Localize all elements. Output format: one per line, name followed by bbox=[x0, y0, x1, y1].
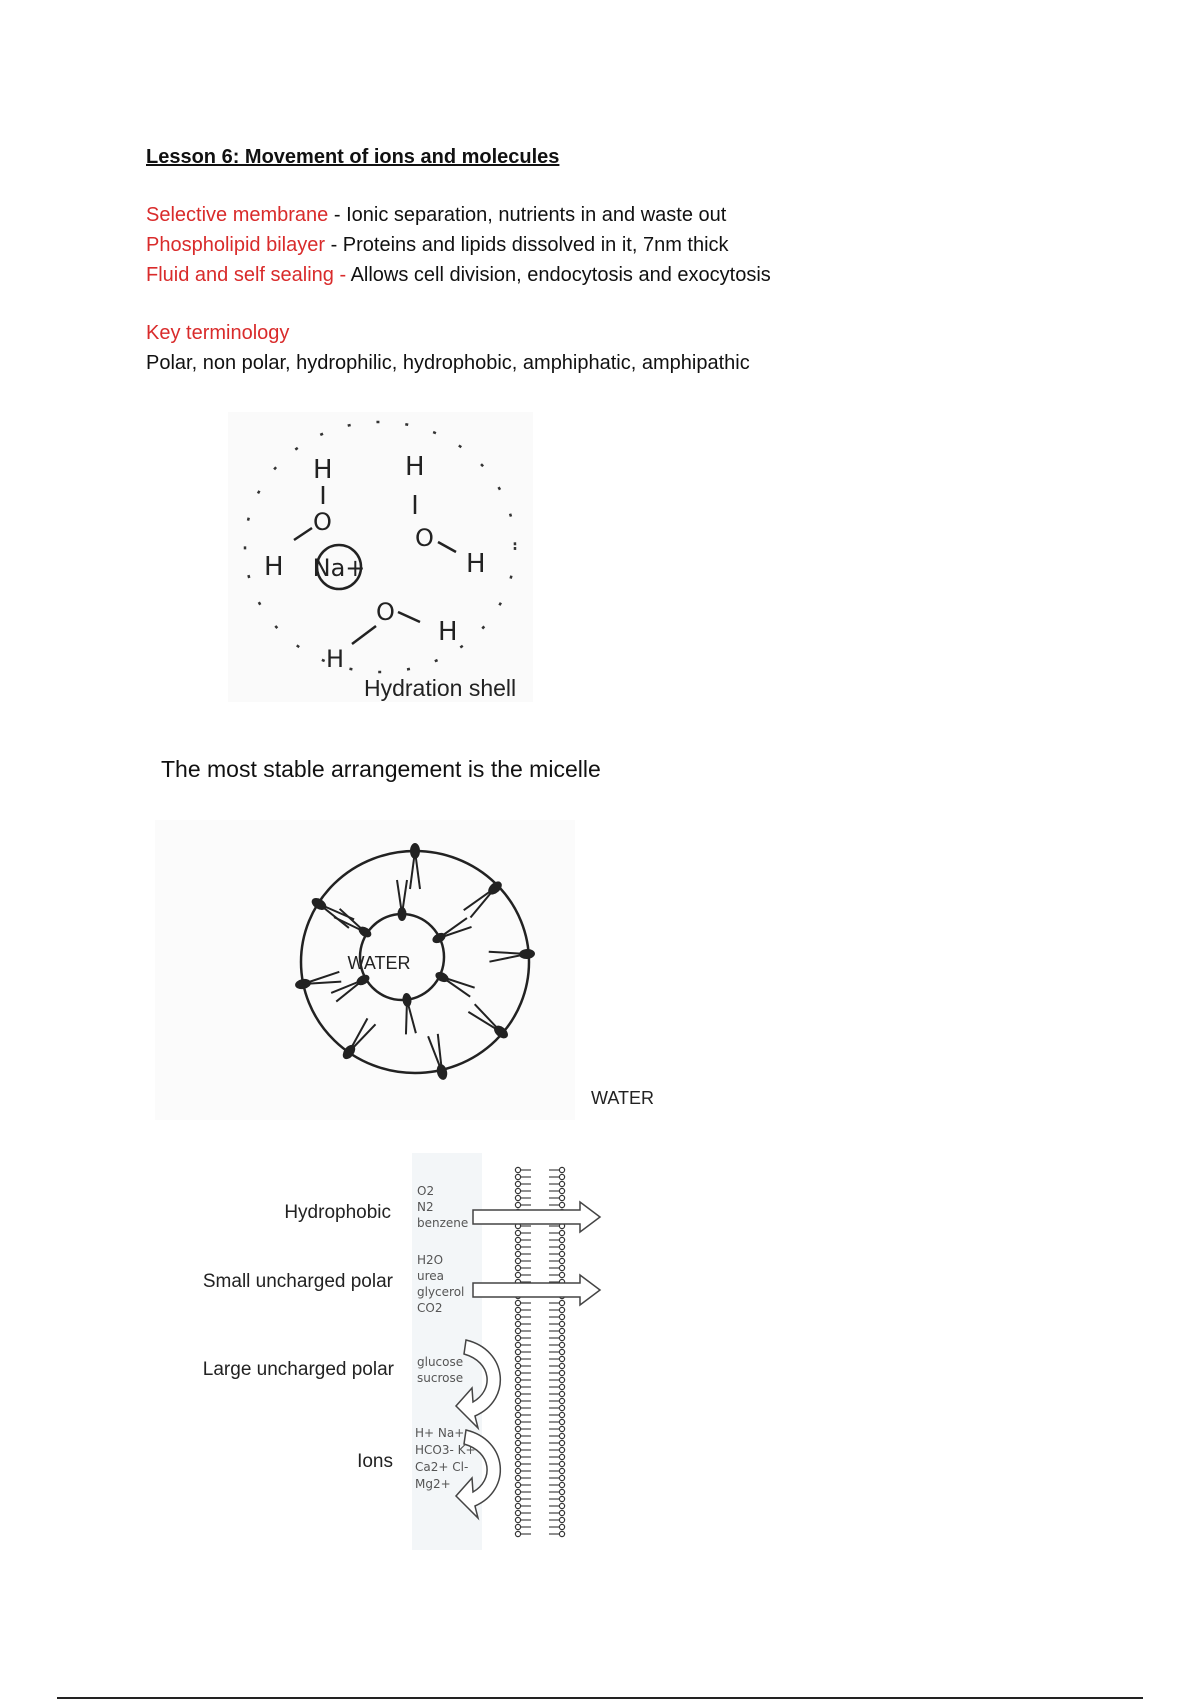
sodium-ion-label: Na+ bbox=[312, 554, 366, 582]
phospholipid-head bbox=[559, 1503, 564, 1508]
phospholipid-head bbox=[559, 1398, 564, 1403]
phospholipid-head bbox=[515, 1349, 520, 1354]
phospholipid-head bbox=[559, 1237, 564, 1242]
phospholipid-head bbox=[559, 1475, 564, 1480]
hydrogen-atom: H bbox=[264, 552, 284, 582]
phospholipid-head bbox=[515, 1461, 520, 1466]
definition-term: Fluid and self sealing - bbox=[146, 264, 347, 286]
molecule-label: glycerol bbox=[417, 1285, 465, 1299]
phospholipid-head bbox=[559, 1314, 564, 1319]
phospholipid-head bbox=[559, 1377, 564, 1382]
definition-fluid-self-sealing bbox=[146, 264, 771, 287]
hydrogen-atom: H bbox=[313, 455, 333, 485]
phospholipid-head bbox=[515, 1314, 520, 1319]
molecule-label: H+ Na+ bbox=[415, 1426, 465, 1440]
phospholipid-head bbox=[559, 1370, 564, 1375]
hydrogen-atom: H bbox=[326, 645, 345, 673]
row-label-ions: Ions bbox=[357, 1451, 393, 1472]
terminology-heading: Key terminology bbox=[146, 322, 290, 344]
phospholipid-head bbox=[515, 1335, 520, 1340]
phospholipid-head bbox=[515, 1181, 520, 1186]
micelle-inner-water-label: WATER bbox=[347, 953, 411, 973]
phospholipid-head bbox=[559, 1391, 564, 1396]
phospholipid-head bbox=[515, 1370, 520, 1375]
oxygen-atom: O bbox=[376, 598, 395, 626]
row-label-hydrophobic: Hydrophobic bbox=[284, 1202, 391, 1223]
definition-separator: - bbox=[325, 234, 343, 256]
phospholipid-head bbox=[559, 1181, 564, 1186]
pass-through-arrow bbox=[473, 1202, 600, 1232]
phospholipid-head bbox=[515, 1272, 520, 1277]
phospholipid-head bbox=[515, 1251, 520, 1256]
phospholipid-head bbox=[515, 1167, 520, 1172]
hydration-shell-caption: Hydration shell bbox=[364, 675, 517, 701]
phospholipid-head bbox=[559, 1202, 564, 1207]
phospholipid-head bbox=[559, 1342, 564, 1347]
phospholipid-head bbox=[515, 1391, 520, 1396]
phospholipid-head bbox=[515, 1258, 520, 1263]
phospholipid-head bbox=[559, 1419, 564, 1424]
phospholipid-head bbox=[559, 1433, 564, 1438]
phospholipid-head bbox=[515, 1482, 520, 1487]
phospholipid-head bbox=[559, 1258, 564, 1263]
phospholipid-head bbox=[515, 1517, 520, 1522]
phospholipid-head bbox=[559, 1517, 564, 1522]
molecule-label: CO2 bbox=[417, 1301, 443, 1315]
phospholipid-head bbox=[515, 1202, 520, 1207]
phospholipid-head bbox=[515, 1300, 520, 1305]
terminology-list: Polar, non polar, hydrophilic, hydrophobic, amphiphatic, amphipathic bbox=[146, 352, 750, 374]
molecule-label: HCO3- K+ bbox=[415, 1443, 476, 1457]
row-label-large-uncharged-polar: Large uncharged polar bbox=[202, 1359, 394, 1380]
molecule-label: N2 bbox=[417, 1200, 434, 1214]
phospholipid-head bbox=[559, 1307, 564, 1312]
phospholipid-head bbox=[515, 1433, 520, 1438]
phospholipid-head bbox=[559, 1167, 564, 1172]
phospholipid-head bbox=[559, 1363, 564, 1368]
phospholipid-head bbox=[559, 1489, 564, 1494]
phospholipid-head bbox=[515, 1468, 520, 1473]
phospholipid-head bbox=[515, 1412, 520, 1417]
phospholipid-head bbox=[559, 1328, 564, 1333]
phospholipid-head bbox=[559, 1468, 564, 1473]
phospholipid-head bbox=[515, 1328, 520, 1333]
phospholipid-head bbox=[559, 1251, 564, 1256]
phospholipid-head bbox=[515, 1489, 520, 1494]
molecule-label: H2O bbox=[417, 1253, 444, 1267]
definition-term: Phospholipid bilayer bbox=[146, 234, 326, 256]
phospholipid-head bbox=[515, 1405, 520, 1410]
definition-text: Proteins and lipids dissolved in it, 7nm thick bbox=[342, 234, 729, 256]
membrane-permeability-diagram bbox=[160, 1140, 630, 1550]
footer-divider bbox=[57, 1697, 1143, 1699]
phospholipid-head bbox=[559, 1454, 564, 1459]
phospholipid-head bbox=[515, 1377, 520, 1382]
phospholipid-head bbox=[559, 1482, 564, 1487]
definition-term: Selective membrane bbox=[146, 204, 329, 226]
phospholipid-head bbox=[559, 1272, 564, 1277]
phospholipid-head bbox=[515, 1426, 520, 1431]
phospholipid-head bbox=[515, 1195, 520, 1200]
phospholipid-head bbox=[515, 1447, 520, 1452]
phospholipid-head bbox=[515, 1475, 520, 1480]
micelle-statement: The most stable arrangement is the micelle bbox=[161, 756, 601, 782]
phospholipid-head bbox=[515, 1419, 520, 1424]
phospholipid-head bbox=[515, 1174, 520, 1179]
page-title: Lesson 6: Movement of ions and molecules bbox=[146, 146, 560, 168]
phospholipid-head bbox=[515, 1265, 520, 1270]
oxygen-atom: O bbox=[313, 508, 332, 536]
phospholipid-head bbox=[515, 1524, 520, 1529]
phospholipid-head bbox=[515, 1188, 520, 1193]
phospholipid-head bbox=[559, 1356, 564, 1361]
phospholipid-head bbox=[515, 1307, 520, 1312]
micelle-outer-water-label: WATER bbox=[591, 1088, 654, 1108]
molecule-label: sucrose bbox=[417, 1371, 464, 1385]
phospholipid-head bbox=[515, 1531, 520, 1536]
pass-through-arrow bbox=[473, 1275, 600, 1305]
phospholipid-head bbox=[559, 1265, 564, 1270]
phospholipid-head bbox=[515, 1398, 520, 1403]
hydration-shell-diagram bbox=[228, 412, 558, 712]
phospholipid-head bbox=[515, 1356, 520, 1361]
hydrogen-atom: H bbox=[438, 617, 458, 647]
molecule-label: benzene bbox=[417, 1216, 469, 1230]
phospholipid-head bbox=[515, 1454, 520, 1459]
phospholipid-head bbox=[515, 1230, 520, 1235]
phospholipid-head bbox=[559, 1461, 564, 1466]
phospholipid-head bbox=[559, 1447, 564, 1452]
hydrogen-atom: H bbox=[405, 452, 425, 482]
micelle-diagram bbox=[155, 820, 654, 1108]
definition-separator: - bbox=[328, 204, 347, 226]
phospholipid-head bbox=[559, 1195, 564, 1200]
phospholipid-head bbox=[559, 1300, 564, 1305]
phospholipid-head bbox=[559, 1321, 564, 1326]
phospholipid-head bbox=[515, 1237, 520, 1242]
phospholipid-head bbox=[515, 1384, 520, 1389]
definition-text: Allows cell division, endocytosis and exocytosis bbox=[350, 264, 771, 286]
molecule-label: glucose bbox=[417, 1355, 464, 1369]
phospholipid-head bbox=[559, 1335, 564, 1340]
definition-phospholipid-bilayer bbox=[146, 234, 729, 257]
phospholipid-head bbox=[515, 1244, 520, 1249]
phospholipid-head bbox=[559, 1440, 564, 1445]
phospholipid-head bbox=[559, 1244, 564, 1249]
definition-selective-membrane bbox=[146, 204, 726, 227]
phospholipid-head bbox=[515, 1496, 520, 1501]
row-label-small-uncharged-polar: Small uncharged polar bbox=[202, 1271, 393, 1292]
molecule-label: Ca2+ Cl- bbox=[415, 1460, 469, 1474]
molecule-label: O2 bbox=[417, 1184, 435, 1198]
lipid-tail bbox=[406, 1000, 407, 1034]
phospholipid-head bbox=[515, 1363, 520, 1368]
phospholipid-head bbox=[515, 1503, 520, 1508]
phospholipid-head bbox=[559, 1349, 564, 1354]
phospholipid-head bbox=[515, 1440, 520, 1445]
molecule-label: urea bbox=[417, 1269, 445, 1283]
hydrogen-atom: H bbox=[466, 549, 486, 579]
phospholipid-head bbox=[559, 1384, 564, 1389]
phospholipid-head bbox=[559, 1188, 564, 1193]
phospholipid-head bbox=[515, 1321, 520, 1326]
oxygen-atom: O bbox=[415, 524, 434, 552]
phospholipid-head bbox=[559, 1426, 564, 1431]
phospholipid-head bbox=[559, 1496, 564, 1501]
phospholipid-head bbox=[559, 1230, 564, 1235]
phospholipid-head bbox=[515, 1342, 520, 1347]
phospholipid-head bbox=[559, 1174, 564, 1179]
definition-text: Ionic separation, nutrients in and waste out bbox=[346, 204, 727, 226]
phospholipid-head bbox=[559, 1510, 564, 1515]
phospholipid-head bbox=[559, 1531, 564, 1536]
phospholipid-head bbox=[515, 1510, 520, 1515]
molecule-label: Mg2+ bbox=[415, 1477, 451, 1491]
phospholipid-head bbox=[559, 1524, 564, 1529]
phospholipid-head bbox=[559, 1412, 564, 1417]
phospholipid-head bbox=[559, 1405, 564, 1410]
